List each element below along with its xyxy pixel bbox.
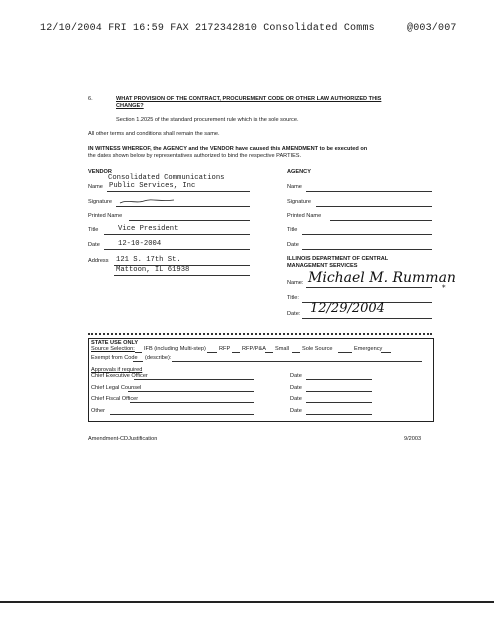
- cexo-date-label: Date: [290, 373, 302, 379]
- vendor-title-label: Title: [88, 227, 99, 233]
- cfo-date-line[interactable]: [306, 402, 372, 403]
- exempt-describe: (describe):: [145, 355, 172, 361]
- agency-date-label: Date: [287, 242, 299, 248]
- exempt-describe-line[interactable]: [172, 361, 422, 362]
- agency-date-line: [302, 249, 432, 250]
- agency-printed-name-line: [330, 220, 432, 221]
- other-date-label: Date: [290, 408, 302, 414]
- clc-line[interactable]: [128, 391, 254, 392]
- cms-dept-line1: ILLINOIS DEPARTMENT OF CENTRAL: [287, 256, 389, 262]
- vendor-address-line2-rule: [114, 275, 250, 276]
- agency-title-line: [302, 234, 432, 235]
- vendor-printed-name-line: [129, 220, 250, 221]
- cexo-label: Chief Executive Officer: [91, 373, 148, 379]
- vendor-address-line2: Mattoon, IL 61938: [116, 266, 190, 274]
- witness-line2: the dates shown below by representatives authorized to bind the respective PARTIES.: [88, 153, 302, 159]
- question-answer: Section 1.2025 of the standard procurement rule which is the sole source.: [116, 117, 299, 123]
- rfpqa-option: RFP/P&A: [242, 346, 266, 352]
- cms-title-label: Title:: [287, 295, 299, 301]
- cms-signature-initials: *: [442, 284, 446, 292]
- agency-printed-name-label: Printed Name: [287, 213, 322, 219]
- fax-header-right: @003/007: [407, 23, 457, 34]
- vendor-address-line1: 121 S. 17th St.: [116, 256, 181, 264]
- vendor-title-line: [104, 234, 250, 235]
- clc-date-line[interactable]: [306, 391, 372, 392]
- sole-source-option: Sole Source: [302, 346, 333, 352]
- state-use-separator: [88, 333, 432, 335]
- terms-text: All other terms and conditions shall remain the same.: [88, 131, 220, 137]
- cms-name-label: Name:: [287, 280, 304, 286]
- vendor-date-label: Date: [88, 242, 100, 248]
- exempt-label: Exempt from Code: [91, 355, 138, 361]
- emergency-checkline[interactable]: [338, 352, 352, 353]
- cfo-label: Chief Fiscal Officer: [91, 396, 139, 402]
- vendor-title-value: Vice President: [118, 225, 179, 233]
- clc-date-label: Date: [290, 385, 302, 391]
- vendor-address-label: Address: [88, 258, 109, 264]
- cms-date-label: Date:: [287, 311, 301, 317]
- agency-name-label: Name: [287, 184, 302, 190]
- witness-line1: IN WITNESS WHEREOF, the AGENCY and the VENDOR have caused this AMENDMENT to be executed on: [88, 146, 368, 152]
- vendor-signature-line: [116, 206, 250, 207]
- vendor-name-value: Public Services, Inc: [109, 182, 196, 190]
- footer-form-id: Amendment-CDJustification: [88, 436, 158, 442]
- approvals-label: Approvals if required: [91, 367, 143, 373]
- fax-header-left: 12/10/2004 FRI 16:59 FAX 2172342810 Consolidated Comms: [40, 23, 375, 34]
- vendor-signature-label: Signature: [88, 199, 112, 205]
- sole-source-checkline[interactable]: [292, 352, 300, 353]
- cms-handwritten-signature: Michael M. Rumman: [308, 270, 456, 286]
- ifb-checkline[interactable]: [135, 352, 142, 353]
- page-bottom-edge: [0, 601, 494, 603]
- rfp-option: RFP: [219, 346, 231, 352]
- other-date-line[interactable]: [306, 414, 372, 415]
- rfpqa-checkline[interactable]: [232, 352, 240, 353]
- vendor-date-line: [104, 249, 250, 250]
- footer-revision: 9/2003: [404, 436, 422, 442]
- other-line[interactable]: [110, 414, 254, 415]
- agency-name-line: [306, 191, 432, 192]
- agency-heading: AGENCY: [287, 169, 311, 175]
- vendor-name-label: Name: [88, 184, 103, 190]
- clc-label: Chief Legal Counsel: [91, 385, 142, 391]
- cfo-line[interactable]: [130, 402, 254, 403]
- cexo-line[interactable]: [134, 379, 254, 380]
- agency-signature-label: Signature: [287, 199, 311, 205]
- vendor-date-value: 12-10-2004: [118, 240, 162, 248]
- vendor-heading: VENDOR: [88, 169, 112, 175]
- vendor-printed-name-label: Printed Name: [88, 213, 123, 219]
- cms-dept-line2: MANAGEMENT SERVICES: [287, 263, 358, 269]
- question-text-line2: CHANGE?: [116, 103, 144, 109]
- small-checkline[interactable]: [265, 352, 273, 353]
- vendor-name-line: [107, 191, 250, 192]
- question-number: 6.: [88, 96, 93, 102]
- emergency-after-line: [381, 352, 391, 353]
- cms-name-line: [306, 287, 432, 288]
- rfp-checkline[interactable]: [207, 352, 217, 353]
- cms-date-line: [302, 318, 432, 319]
- vendor-company: Consolidated Communications: [108, 174, 225, 182]
- small-option: Small: [275, 346, 289, 352]
- agency-title-label: Title: [287, 227, 298, 233]
- state-use-heading: STATE USE ONLY: [91, 340, 139, 346]
- emergency-option: Emergency: [354, 346, 383, 352]
- vendor-signature-mark: [118, 196, 178, 206]
- agency-signature-line: [316, 206, 432, 207]
- cms-handwritten-date: 12/29/2004: [310, 301, 385, 316]
- question-text-line1: WHAT PROVISION OF THE CONTRACT, PROCUREMENT CODE OR OTHER LAW AUTHORIZED THIS: [116, 96, 382, 102]
- other-label: Other: [91, 408, 105, 414]
- cexo-date-line[interactable]: [306, 379, 372, 380]
- exempt-checkline[interactable]: [133, 361, 143, 362]
- ifb-option: IFB (including Multi-step): [144, 346, 206, 352]
- cfo-date-label: Date: [290, 396, 302, 402]
- source-selection-label: Source Selection:: [91, 346, 135, 352]
